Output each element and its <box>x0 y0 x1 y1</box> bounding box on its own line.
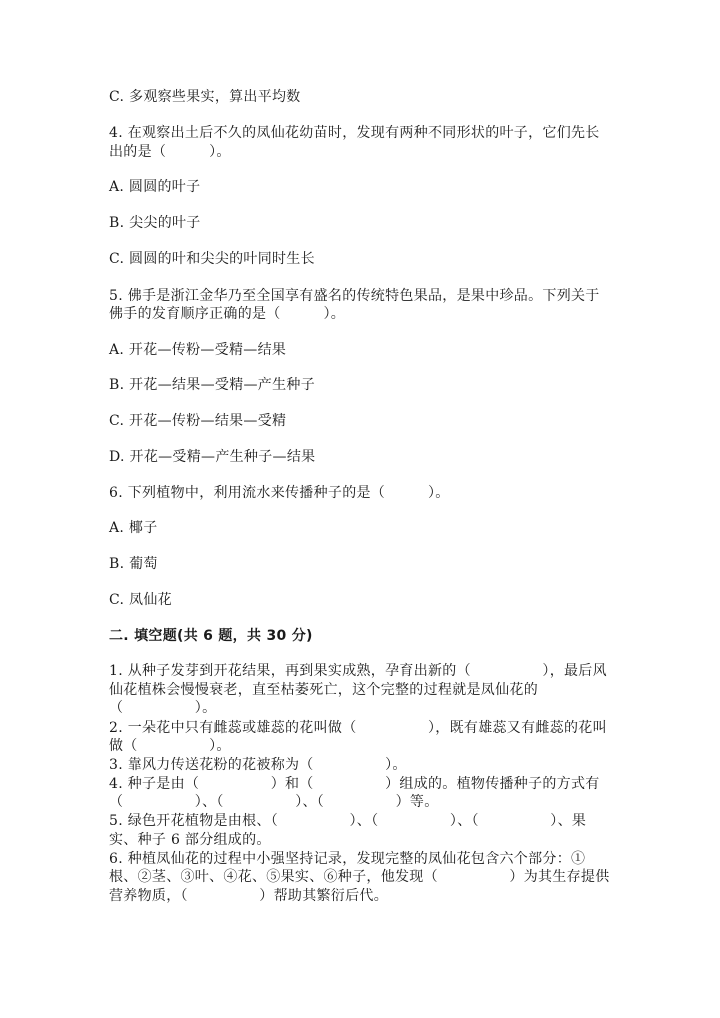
section-heading: 二. 填空题(共 6 题，共 30 分) <box>109 628 313 644</box>
fill-5-line2: 实、种子 6 部分组成的。 <box>109 832 271 848</box>
fill-2-line1: 2. 一朵花中只有雌蕊或雄蕊的花叫做（ ），既有雄蕊又有雌蕊的花叫 <box>109 720 607 736</box>
q6-option-a: A. 椰子 <box>109 520 158 536</box>
fill-6-line2: 根、②茎、③叶、④花、⑤果实、⑥种子，他发现（ ）为其生存提供 <box>109 869 610 885</box>
fill-2-line2: 做（ ）。 <box>109 738 231 754</box>
fill-1-line2: 仙花植株会慢慢衰老，直至枯萎死亡，这个完整的过程就是凤仙花的 <box>109 682 538 698</box>
fill-3-line1: 3. 靠风力传送花粉的花被称为（ ）。 <box>109 757 407 773</box>
fill-1-line1: 1. 从种子发芽到开花结果，再到果实成熟，孕育出新的（ ），最后风 <box>109 663 607 679</box>
q4-stem-line1: 4. 在观察出土后不久的凤仙花幼苗时，发现有两种不同形状的叶子，它们先长 <box>109 125 600 141</box>
q6-option-b: B. 葡萄 <box>109 556 158 572</box>
q5-option-c: C. 开花—传粉—结果—受精 <box>109 413 287 429</box>
fill-6-line1: 6. 种植凤仙花的过程中小强坚持记录，发现完整的凤仙花包含六个部分：① <box>109 851 586 867</box>
q5-stem-line2: 佛手的发育顺序正确的是（ ）。 <box>109 306 346 322</box>
fill-4-line2: （ ）、（ ）、（ ）等。 <box>109 794 439 810</box>
q6-option-c: C. 凤仙花 <box>109 592 172 608</box>
q5-stem-line1: 5. 佛手是浙江金华乃至全国享有盛名的传统特色果品，是果中珍品。下列关于 <box>109 288 600 304</box>
q5-option-a: A. 开花—传粉—受精—结果 <box>109 342 287 358</box>
q5-option-d: D. 开花—受精—产生种子—结果 <box>109 449 316 465</box>
q4-option-b: B. 尖尖的叶子 <box>109 215 201 231</box>
fill-4-line1: 4. 种子是由（ ）和（ ）组成的。植物传播种子的方式有 <box>109 776 600 792</box>
fill-5-line1: 5. 绿色开花植物是由根、（ ）、（ ）、（ ）、果 <box>109 813 587 829</box>
fill-6-line3: 营养物质，（ ）帮助其繁衍后代。 <box>109 888 388 904</box>
q4-option-a: A. 圆圆的叶子 <box>109 179 201 195</box>
q4-stem-line2: 出的是（ ）。 <box>109 144 231 160</box>
q3-option-c: C. 多观察些果实，算出平均数 <box>109 89 301 105</box>
q4-option-c: C. 圆圆的叶和尖尖的叶同时生长 <box>109 251 315 267</box>
q6-stem: 6. 下列植物中，利用流水来传播种子的是（ ）。 <box>109 485 450 501</box>
q5-option-b: B. 开花—结果—受精—产生种子 <box>109 377 315 393</box>
fill-1-line3: （ ）。 <box>109 700 217 716</box>
